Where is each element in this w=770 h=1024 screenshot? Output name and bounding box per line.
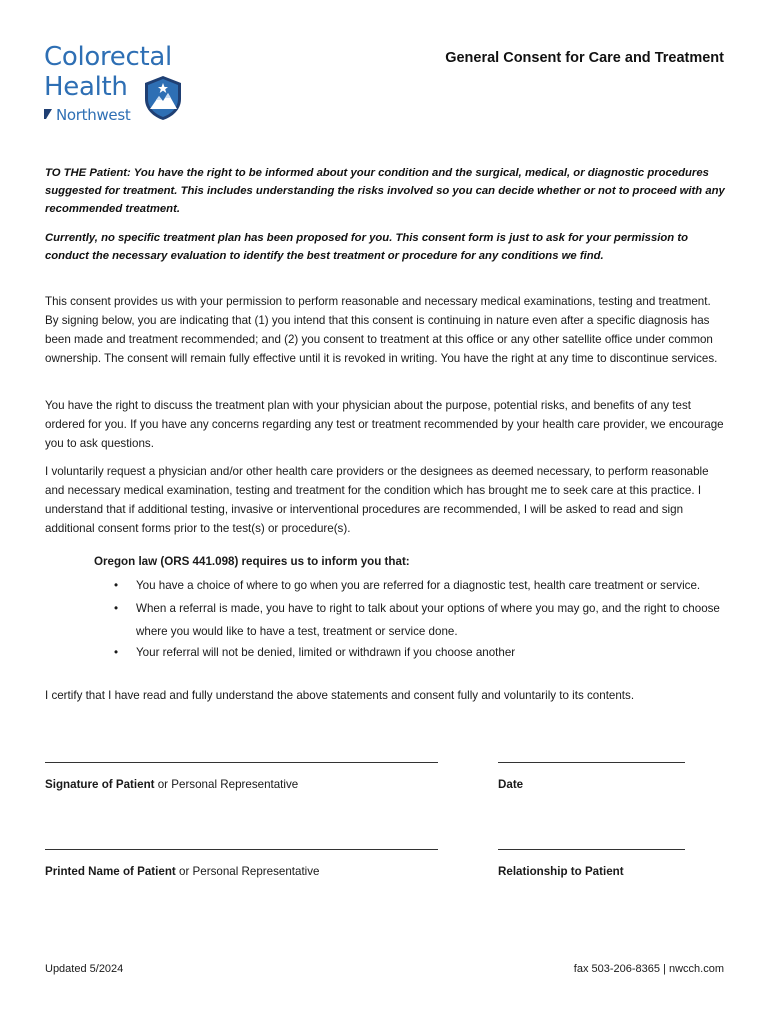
date-label: Date bbox=[498, 778, 524, 791]
patient-signature-label-bold: Signature of Patient bbox=[45, 778, 155, 791]
certification-statement: I certify that I have read and fully understand the above statements and consent fully and voluntarily to its contents. bbox=[45, 689, 635, 702]
oregon-law-section bbox=[94, 552, 734, 662]
patient-signature-label-rest: or Personal Representative bbox=[154, 778, 299, 791]
logo-text-health: Health bbox=[44, 72, 128, 102]
logo-text-northwest: Northwest bbox=[56, 106, 131, 124]
list-item: • Your referral will not be denied, limited or withdrawn if you choose another bbox=[94, 643, 734, 662]
patient-signature-line[interactable] bbox=[45, 762, 438, 763]
mountain-shield-icon bbox=[142, 75, 184, 121]
consent-paragraph-1: This consent provides us with your permission to perform reasonable and necessary medical examinations, testing and treatment. By signing below, you are indicating that (1) you intend that this consent is continuing in nature even after a specific diagnosis has been made and treatment recommended; and (2) you consent to treatment at this office or any other satellite office under common ownership. The consent will remain fully effective until it is revoked in writing. You have the right at any time to discontinue services. bbox=[45, 295, 718, 365]
list-item: • You have a choice of where to go when you are referred for a diagnostic test, health care treatment or service. bbox=[94, 574, 734, 597]
relationship-line[interactable] bbox=[498, 849, 685, 850]
printed-name-label-rest: or Personal Representative bbox=[175, 865, 320, 878]
list-item: • When a referral is made, you have to right to talk about your options of where you may go, and the right to choose where you would like to have a test, treatment or service done. bbox=[94, 597, 734, 643]
relationship-label: Relationship to Patient bbox=[498, 865, 624, 878]
consent-paragraph-3: I voluntarily request a physician and/or other health care providers or the designees as deemed necessary, to perform reasonable and necessary medical examination, testing and treatment for the condition which has brought me to seek care at this practice. I understand that if additional testing, invasive or interventional procedures are recommended, I will be asked to read and sign additional consent forms prior to the test(s) or procedure(s). bbox=[45, 465, 709, 535]
patient-signature-label bbox=[45, 778, 298, 791]
printed-name-label-bold: Printed Name of Patient bbox=[45, 865, 176, 878]
consent-paragraph-2: You have the right to discuss the treatment plan with your physician about the purpose, potential risks, and benefits of any test ordered for you. If you have any concerns regarding any test or treatment recommended by your health care provider, we encourage you to ask questions. bbox=[45, 399, 724, 450]
patient-rights-notice: TO THE Patient: You have the right to be informed about your condition and the surgical, medical, or diagnostic procedures suggested for treatment. This includes understanding the risks involved so you can decide whether or not to proceed with any recommended treatment. bbox=[45, 167, 725, 215]
treatment-plan-notice: Currently, no specific treatment plan has been proposed for you. This consent form is just to ask for your permission to conduct the necessary evaluation to identify the best treatment or procedure for any conditions we find. bbox=[45, 232, 688, 262]
updated-date: Updated 5/2024 bbox=[45, 963, 124, 975]
contact-info: fax 503-206-8365 | nwcch.com bbox=[573, 963, 724, 975]
logo-text-colorectal: Colorectal bbox=[44, 42, 172, 72]
clinic-logo bbox=[44, 42, 194, 132]
logo-corner-mark-icon bbox=[44, 109, 54, 119]
form-title: General Consent for Care and Treatment bbox=[445, 50, 724, 66]
oregon-law-heading: Oregon law (ORS 441.098) requires us to inform you that: bbox=[94, 555, 410, 568]
printed-name-line[interactable] bbox=[45, 849, 438, 850]
printed-name-label bbox=[45, 865, 320, 878]
date-line[interactable] bbox=[498, 762, 685, 763]
oregon-law-list bbox=[94, 574, 734, 662]
